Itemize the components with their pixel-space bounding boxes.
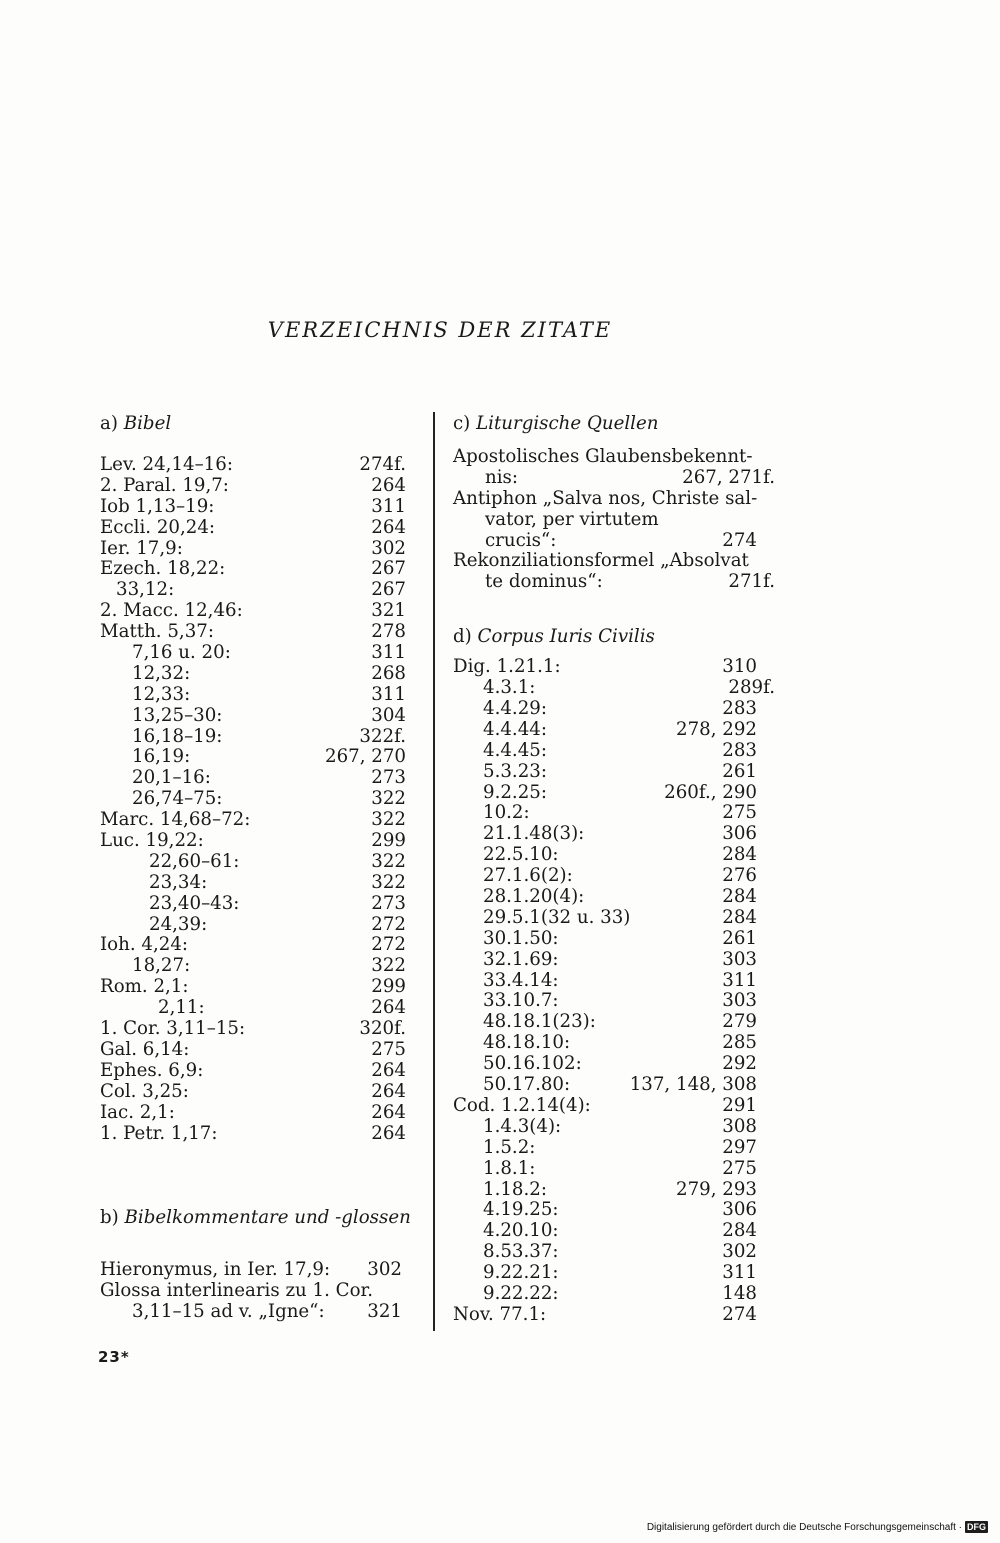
citation-ref-line: Glossa interlinearis zu 1. Cor.: [100, 1280, 374, 1302]
citation-pages: 302: [371, 537, 406, 559]
citation-ref: 1.5.2:: [483, 1136, 536, 1158]
citation-ref: Gal. 6,14:: [100, 1038, 190, 1060]
list-item: [453, 1159, 757, 1180]
list-item: [453, 699, 757, 720]
list-item: [100, 956, 406, 977]
list-item: [453, 510, 775, 531]
citation-ref-line: Antiphon „Salva nos, Christe sal-: [453, 487, 758, 509]
citation-ref: 48.18.1(23):: [483, 1011, 596, 1033]
citation-pages: 279: [722, 1011, 757, 1033]
citation-pages: 311: [371, 495, 406, 517]
citation-ref: Ioh. 4,24:: [100, 934, 189, 956]
citation-pages: 279, 293: [676, 1178, 757, 1200]
section-label: b): [100, 1207, 119, 1229]
list-item: [100, 1040, 406, 1061]
list-item: [100, 559, 406, 580]
citation-pages: 267, 270: [325, 746, 406, 768]
citation-ref: 50.17.80:: [483, 1074, 571, 1096]
citation-pages: 322f.: [359, 725, 406, 747]
list-item: [453, 741, 757, 762]
list-item: [453, 971, 757, 992]
citation-ref: 28.1.20(4):: [483, 886, 585, 908]
citation-ref: Rom. 2,1:: [100, 976, 189, 998]
citation-ref: Marc. 14,68–72:: [100, 809, 251, 831]
list-item: [100, 580, 406, 601]
entry-list-corpus-iuris-civilis: [453, 656, 775, 1326]
citation-pages: 321: [371, 600, 406, 622]
list-item: [453, 950, 757, 971]
citation-ref: 4.4.29:: [483, 698, 547, 720]
list-item: [100, 518, 406, 539]
citation-pages: 264: [371, 1122, 406, 1144]
citation-pages: 267: [371, 558, 406, 580]
entry-list-liturgische-quellen: [453, 447, 775, 593]
list-item: [453, 678, 775, 699]
citation-ref: 2. Macc. 12,46:: [100, 600, 243, 622]
citation-pages: 267: [371, 579, 406, 601]
citation-ref: 16,18–19:: [132, 725, 223, 747]
citation-pages: 278: [371, 621, 406, 643]
list-item: [100, 664, 406, 685]
list-item: [453, 908, 757, 929]
citation-ref: 27.1.6(2):: [483, 865, 573, 887]
citation-ref: 4.19.25:: [483, 1199, 559, 1221]
section-title: Bibel: [123, 413, 172, 434]
citation-pages: 264: [371, 516, 406, 538]
citation-pages: 272: [371, 913, 406, 935]
left-column: [100, 413, 411, 1323]
citation-ref: 23,34:: [149, 871, 208, 893]
citation-ref: 1. Cor. 3,11–15:: [100, 1018, 246, 1040]
citation-ref: te dominus“:: [485, 571, 603, 593]
citation-ref: 2,11:: [158, 997, 205, 1019]
citation-pages: 297: [722, 1136, 757, 1158]
entry-list-bibelkommentare: [100, 1260, 406, 1323]
citation-ref: 1.8.1:: [483, 1157, 536, 1179]
list-item: [453, 1075, 757, 1096]
citation-pages: 264: [371, 1080, 406, 1102]
list-item: [453, 1033, 757, 1054]
citation-ref: Cod. 1.2.14(4):: [453, 1094, 591, 1116]
citation-pages: 302: [367, 1259, 402, 1281]
list-item: [453, 447, 775, 468]
citation-pages: 274: [722, 1303, 757, 1325]
citation-pages: 306: [722, 1199, 757, 1221]
citation-pages: 283: [722, 698, 757, 720]
section-title: Corpus Iuris Civilis: [477, 626, 655, 648]
citation-ref: 12,33:: [132, 683, 191, 705]
list-item: [100, 1260, 402, 1281]
citation-pages: 261: [722, 927, 757, 949]
citation-pages: 285: [722, 1032, 757, 1054]
citation-pages: 310: [722, 656, 757, 678]
citation-pages: 278, 292: [676, 718, 757, 740]
citation-ref: 33.10.7:: [483, 990, 559, 1012]
citation-ref: Hieronymus, in Ier. 17,9:: [100, 1259, 331, 1281]
list-item: [100, 831, 406, 852]
citation-ref: 20,1–16:: [132, 767, 211, 789]
list-item: [453, 824, 757, 845]
section-heading-bibelkommentare: [100, 1207, 411, 1229]
section-heading-corpus-iuris-civilis: [453, 626, 775, 647]
citation-ref-line: Rekonziliationsformel „Absolvat: [453, 550, 749, 572]
list-item: [100, 1082, 406, 1103]
citation-ref: 2. Paral. 19,7:: [100, 474, 229, 496]
list-item: [100, 1103, 406, 1124]
citation-pages: 299: [371, 976, 406, 998]
citation-ref: Matth. 5,37:: [100, 621, 214, 643]
list-item: [453, 845, 757, 866]
citation-pages: 264: [371, 1059, 406, 1081]
page-title: VERZEICHNIS DER ZITATE: [267, 318, 613, 342]
list-item: [100, 789, 406, 810]
citation-pages: 322: [371, 850, 406, 872]
list-item: [453, 468, 775, 489]
list-item: [453, 762, 757, 783]
citation-pages: 276: [722, 865, 757, 887]
citation-ref: 22,60–61:: [149, 850, 240, 872]
list-item: [453, 657, 757, 678]
digitization-footer: [647, 1521, 988, 1533]
list-item: [453, 551, 775, 572]
citation-ref: 22.5.10:: [483, 844, 559, 866]
list-item: [100, 476, 406, 497]
citation-pages: 311: [722, 1262, 757, 1284]
citation-pages: 320f.: [359, 1018, 406, 1040]
citation-pages: 275: [371, 1038, 406, 1060]
citation-ref: Eccli. 20,24:: [100, 516, 216, 538]
column-divider: [433, 412, 435, 1331]
citation-ref: 16,19:: [132, 746, 191, 768]
citation-ref: crucis“:: [485, 529, 557, 551]
citation-ref: Ezech. 18,22:: [100, 558, 226, 580]
citation-ref-line: Apostolisches Glaubensbekennt-: [453, 446, 753, 467]
list-item: [100, 1281, 406, 1302]
list-item: [100, 894, 406, 915]
citation-pages: 284: [722, 1220, 757, 1242]
citation-pages: 322: [371, 788, 406, 810]
citation-pages: 284: [722, 906, 757, 928]
citation-ref: Ier. 17,9:: [100, 537, 183, 559]
section-title: Bibelkommentare und -glossen: [124, 1207, 411, 1229]
list-item: [453, 1096, 757, 1117]
citation-ref: Nov. 77.1:: [453, 1303, 547, 1325]
citation-ref: Dig. 1.21.1:: [453, 656, 561, 678]
list-item: [100, 1302, 402, 1323]
citation-ref: 32.1.69:: [483, 948, 559, 970]
citation-pages: 275: [722, 1157, 757, 1179]
citation-ref: 9.22.22:: [483, 1282, 559, 1304]
citation-pages: 291: [722, 1094, 757, 1116]
spacer: [453, 593, 775, 626]
list-item: [100, 622, 406, 643]
list-item: [100, 873, 406, 894]
list-item: [100, 497, 406, 518]
list-item: [453, 720, 757, 741]
section-title: Liturgische Quellen: [476, 413, 659, 434]
list-item: [100, 601, 406, 622]
section-heading-liturgische-quellen: [453, 413, 775, 434]
citation-ref: 4.3.1:: [483, 677, 536, 699]
citation-ref: 1. Petr. 1,17:: [100, 1122, 218, 1144]
list-item: [100, 1019, 406, 1040]
list-item: [100, 455, 406, 476]
citation-pages: 272: [371, 934, 406, 956]
list-item: [453, 1117, 757, 1138]
entry-list-bibel: [100, 455, 406, 1144]
citation-ref: 13,25–30:: [132, 704, 223, 726]
citation-ref: 10.2:: [483, 802, 530, 824]
sheet-signature: 23*: [98, 1348, 130, 1366]
citation-pages: 148: [722, 1282, 757, 1304]
list-item: [100, 810, 406, 831]
list-item: [100, 685, 406, 706]
citation-ref: 4.4.44:: [483, 718, 547, 740]
citation-pages: 284: [722, 886, 757, 908]
citation-pages: 303: [722, 990, 757, 1012]
list-item: [100, 643, 406, 664]
list-item: [100, 768, 406, 789]
citation-ref-line: vator, per virtutem: [485, 508, 659, 530]
citation-pages: 322: [371, 809, 406, 831]
citation-ref: 48.18.10:: [483, 1032, 571, 1054]
list-item: [453, 1180, 757, 1201]
citation-ref: Ephes. 6,9:: [100, 1059, 204, 1081]
list-item: [453, 1221, 757, 1242]
citation-pages: 264: [371, 474, 406, 496]
citation-pages: 275: [722, 802, 757, 824]
citation-pages: 322: [371, 871, 406, 893]
section-heading-bibel: [100, 413, 406, 434]
spacer: [100, 1228, 406, 1260]
citation-pages: 274: [722, 529, 757, 551]
citation-ref: nis:: [485, 466, 518, 488]
list-item: [453, 572, 775, 593]
citation-ref: 18,27:: [132, 955, 191, 977]
list-item: [100, 998, 406, 1019]
list-item: [100, 1061, 406, 1082]
citation-ref: Lev. 24,14–16:: [100, 454, 233, 475]
citation-ref: 1.4.3(4):: [483, 1115, 562, 1137]
citation-ref: Iob 1,13–19:: [100, 495, 215, 517]
list-item: [100, 935, 406, 956]
citation-ref: 7,16 u. 20:: [132, 642, 231, 664]
list-item: [100, 706, 406, 727]
citation-ref: 4.4.45:: [483, 739, 547, 761]
citation-pages: 284: [722, 844, 757, 866]
list-item: [100, 915, 406, 936]
citation-ref: 29.5.1(32 u. 33): [483, 906, 631, 928]
citation-pages: 311: [371, 642, 406, 664]
citation-ref: 26,74–75:: [132, 788, 223, 810]
citation-pages: 306: [722, 823, 757, 845]
citation-ref: 33,12:: [116, 579, 175, 601]
citation-pages: 274f.: [359, 454, 406, 475]
citation-pages: 299: [371, 830, 406, 852]
list-item: [100, 539, 406, 560]
list-item: [453, 1012, 757, 1033]
list-item: [100, 727, 406, 748]
section-label: c): [453, 413, 471, 434]
citation-pages: 289f.: [728, 677, 775, 699]
citation-ref: 1.18.2:: [483, 1178, 547, 1200]
citation-pages: 271f.: [728, 571, 775, 593]
citation-ref: 33.4.14:: [483, 969, 559, 991]
citation-pages: 273: [371, 767, 406, 789]
citation-ref: 50.16.102:: [483, 1053, 582, 1075]
citation-ref: 24,39:: [149, 913, 208, 935]
citation-pages: 264: [371, 1101, 406, 1123]
citation-ref: 12,32:: [132, 662, 191, 684]
citation-pages: 283: [722, 739, 757, 761]
list-item: [453, 866, 757, 887]
citation-pages: 303: [722, 948, 757, 970]
section-label: d): [453, 626, 472, 648]
list-item: [453, 1305, 757, 1326]
right-column: [453, 413, 775, 1326]
list-item: [453, 1200, 757, 1221]
citation-ref: Iac. 2,1:: [100, 1101, 175, 1123]
list-item: [453, 887, 757, 908]
footer-text: Digitalisierung gefördert durch die Deutsche Forschungsgemeinschaft ·: [646, 1521, 962, 1533]
list-item: [100, 977, 406, 998]
list-item: [100, 852, 406, 873]
citation-pages: 137, 148, 308: [629, 1074, 757, 1096]
list-item: [453, 1242, 757, 1263]
citation-pages: 302: [722, 1241, 757, 1263]
list-item: [453, 531, 757, 552]
dfg-logo-icon: DFG: [967, 1522, 986, 1532]
citation-ref: 9.22.21:: [483, 1262, 559, 1284]
citation-pages: 267, 271f.: [682, 466, 775, 488]
citation-pages: 260f., 290: [664, 781, 757, 803]
citation-pages: 264: [371, 997, 406, 1019]
citation-ref: 4.20.10:: [483, 1220, 559, 1242]
citation-pages: 311: [371, 683, 406, 705]
citation-pages: 261: [722, 760, 757, 782]
citation-ref: Luc. 19,22:: [100, 830, 204, 852]
list-item: [100, 1124, 406, 1145]
list-item: [453, 1263, 757, 1284]
spacer: [100, 434, 406, 455]
list-item: [453, 489, 775, 510]
list-item: [453, 1054, 757, 1075]
list-item: [453, 929, 757, 950]
list-item: [100, 747, 406, 768]
list-item: [453, 1284, 757, 1305]
citation-ref: 23,40–43:: [149, 892, 240, 914]
spacer: [100, 1144, 406, 1207]
citation-ref: 5.3.23:: [483, 760, 547, 782]
citation-pages: 304: [371, 704, 406, 726]
citation-ref: 3,11–15 ad v. „Igne“:: [132, 1301, 325, 1323]
citation-pages: 308: [722, 1115, 757, 1137]
citation-pages: 292: [722, 1053, 757, 1075]
list-item: [453, 783, 757, 804]
citation-pages: 268: [371, 662, 406, 684]
citation-ref: 21.1.48(3):: [483, 823, 585, 845]
citation-pages: 311: [722, 969, 757, 991]
section-label: a): [100, 413, 118, 434]
list-item: [453, 803, 757, 824]
citation-ref: 8.53.37:: [483, 1241, 559, 1263]
citation-ref: Col. 3,25:: [100, 1080, 189, 1102]
citation-ref: 9.2.25:: [483, 781, 547, 803]
list-item: [453, 1138, 757, 1159]
citation-pages: 273: [371, 892, 406, 914]
list-item: [453, 991, 757, 1012]
citation-ref: 30.1.50:: [483, 927, 559, 949]
citation-pages: 322: [371, 955, 406, 977]
citation-pages: 321: [367, 1301, 402, 1323]
